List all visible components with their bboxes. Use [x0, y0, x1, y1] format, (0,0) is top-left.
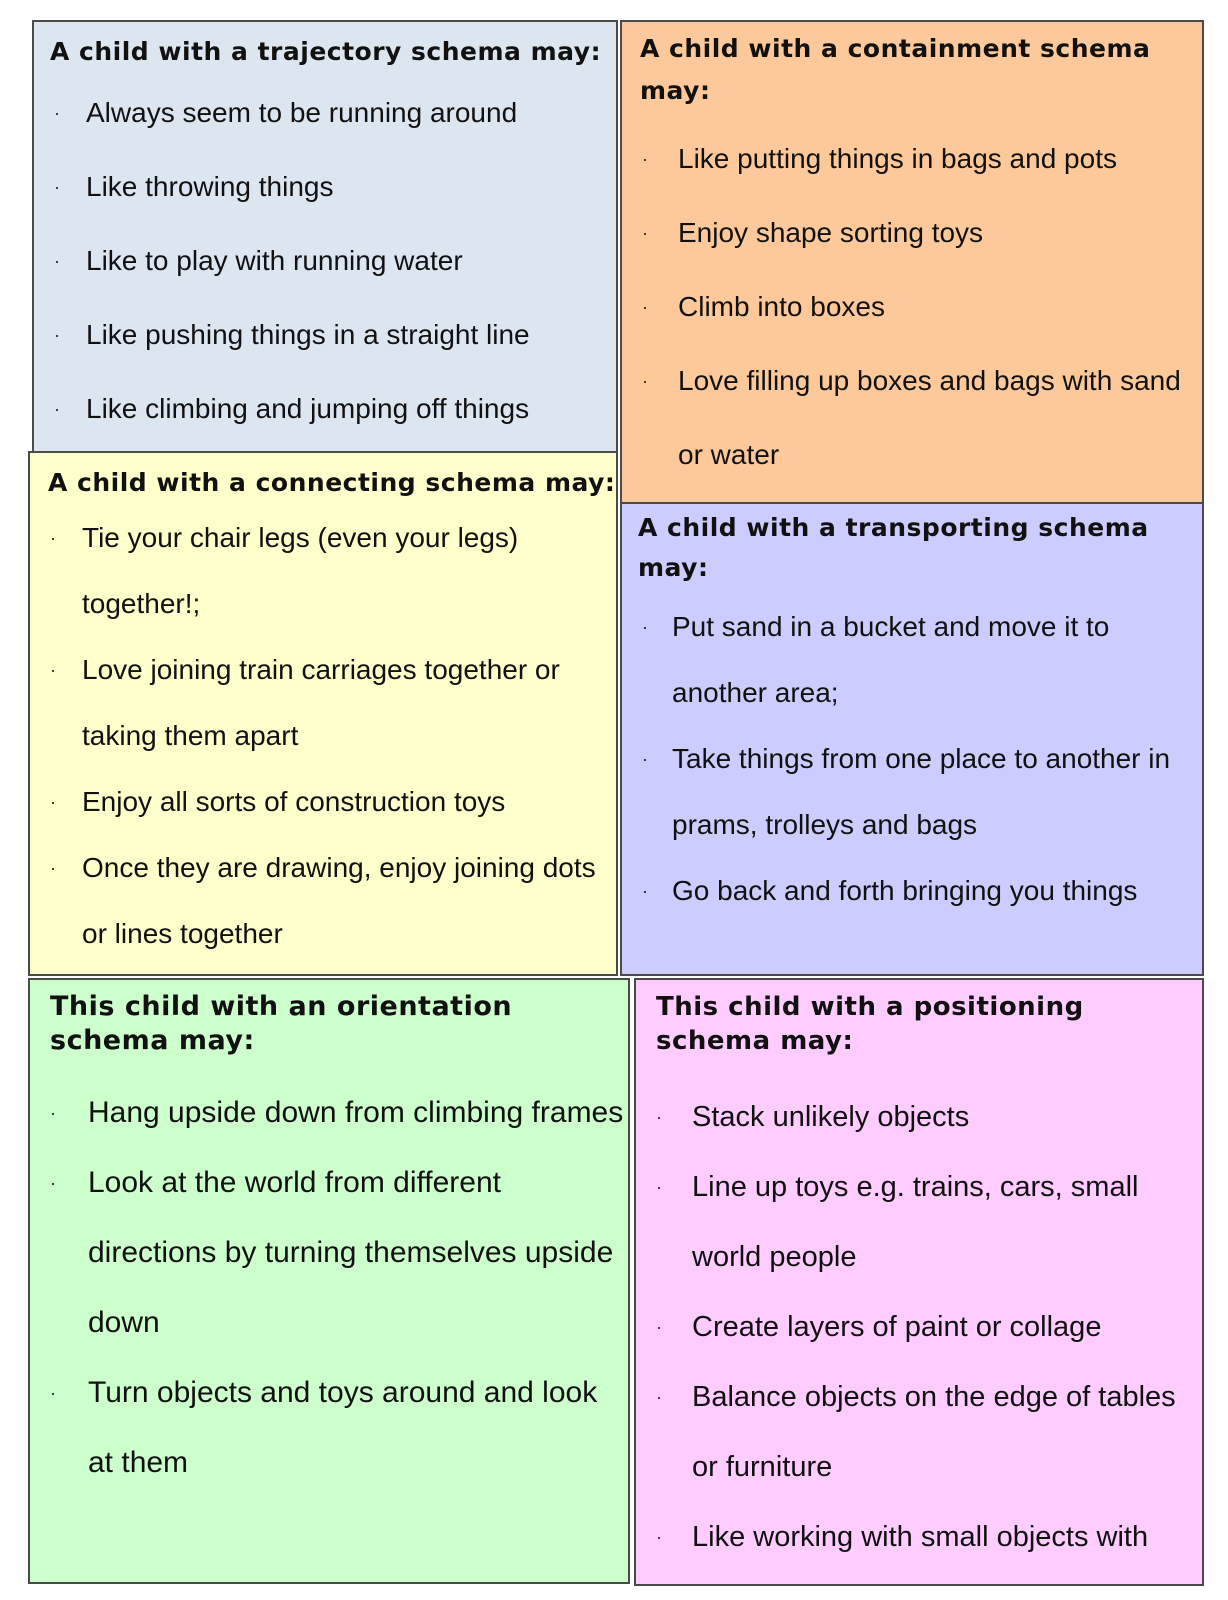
bullet-icon: · — [642, 297, 648, 317]
list-item: · Take things from one place to another in prams, trolleys and bags — [622, 726, 1202, 858]
bullet-icon: · — [50, 1103, 56, 1123]
bullet-icon: · — [50, 528, 56, 548]
containment-schema-box — [620, 20, 1204, 504]
bullet-icon: · — [54, 251, 60, 271]
bullet-icon: · — [642, 749, 648, 769]
bullet-icon: · — [54, 399, 60, 419]
bullet-icon: · — [656, 1387, 662, 1407]
trajectory-heading: A child with a trajectory schema may: — [50, 37, 602, 66]
list-item: · Like to play with running water — [34, 224, 616, 298]
bullet-icon: · — [656, 1107, 662, 1127]
list-item: · Line up toys e.g. trains, cars, small world people — [636, 1152, 1202, 1292]
bullet-icon: · — [656, 1317, 662, 1337]
transporting-list — [622, 594, 1202, 924]
list-item: · Once they are drawing, enjoy joining dots or lines together — [30, 835, 616, 967]
bullet-icon: · — [642, 223, 648, 243]
orientation-list — [30, 1078, 628, 1498]
list-item: · Enjoy shape sorting toys — [622, 196, 1202, 270]
list-item: · Love filling up boxes and bags with sand or water — [622, 344, 1202, 492]
positioning-schema-box — [634, 978, 1204, 1586]
list-item: · Like working with small objects with — [636, 1502, 1202, 1572]
list-item: · Go back and forth bringing you things — [622, 858, 1202, 924]
positioning-heading: This child with a positioning schema may: — [656, 992, 1084, 1056]
transporting-heading: A child with a transporting schema may: — [638, 513, 1149, 582]
orientation-heading: This child with an orientation schema may: — [50, 991, 513, 1056]
connecting-schema-box — [28, 451, 618, 976]
containment-list — [622, 122, 1202, 492]
list-item: · Climb into boxes — [622, 270, 1202, 344]
trajectory-schema-box — [32, 20, 618, 454]
bullet-icon: · — [54, 325, 60, 345]
connecting-list — [30, 505, 616, 967]
list-item: · Like climbing and jumping off things — [34, 372, 616, 446]
bullet-icon: · — [50, 858, 56, 878]
bullet-icon: · — [642, 371, 648, 391]
list-item: · Hang upside down from climbing frames — [30, 1078, 628, 1148]
bullet-icon: · — [642, 617, 648, 637]
positioning-list — [636, 1082, 1202, 1572]
list-item: · Put sand in a bucket and move it to another area; — [622, 594, 1202, 726]
transporting-schema-box — [620, 502, 1204, 976]
bullet-icon: · — [50, 792, 56, 812]
list-item: · Always seem to be running around — [34, 76, 616, 150]
bullet-icon: · — [50, 1383, 56, 1403]
list-item: · Enjoy all sorts of construction toys — [30, 769, 616, 835]
connecting-heading: A child with a connecting schema may: — [48, 468, 616, 497]
list-item: · Love joining train carriages together or taking them apart — [30, 637, 616, 769]
list-item: · Turn objects and toys around and look at them — [30, 1358, 628, 1498]
list-item: · Stack unlikely objects — [636, 1082, 1202, 1152]
bullet-icon: · — [54, 103, 60, 123]
list-item: · Like throwing things — [34, 150, 616, 224]
list-item: · Look at the world from different directions by turning themselves upside down — [30, 1148, 628, 1358]
bullet-icon: · — [656, 1527, 662, 1547]
bullet-icon: · — [656, 1177, 662, 1197]
bullet-icon: · — [642, 881, 648, 901]
list-item: · Like putting things in bags and pots — [622, 122, 1202, 196]
bullet-icon: · — [54, 177, 60, 197]
bullet-icon: · — [50, 1173, 56, 1193]
containment-heading: A child with a containment schema may: — [640, 34, 1151, 105]
bullet-icon: · — [50, 660, 56, 680]
list-item: · Tie your chair legs (even your legs) together!; — [30, 505, 616, 637]
list-item: · Like pushing things in a straight line — [34, 298, 616, 372]
orientation-schema-box — [28, 978, 630, 1584]
bullet-icon: · — [642, 149, 648, 169]
trajectory-list — [34, 76, 616, 446]
list-item: · Create layers of paint or collage — [636, 1292, 1202, 1362]
list-item: · Balance objects on the edge of tables or furniture — [636, 1362, 1202, 1502]
